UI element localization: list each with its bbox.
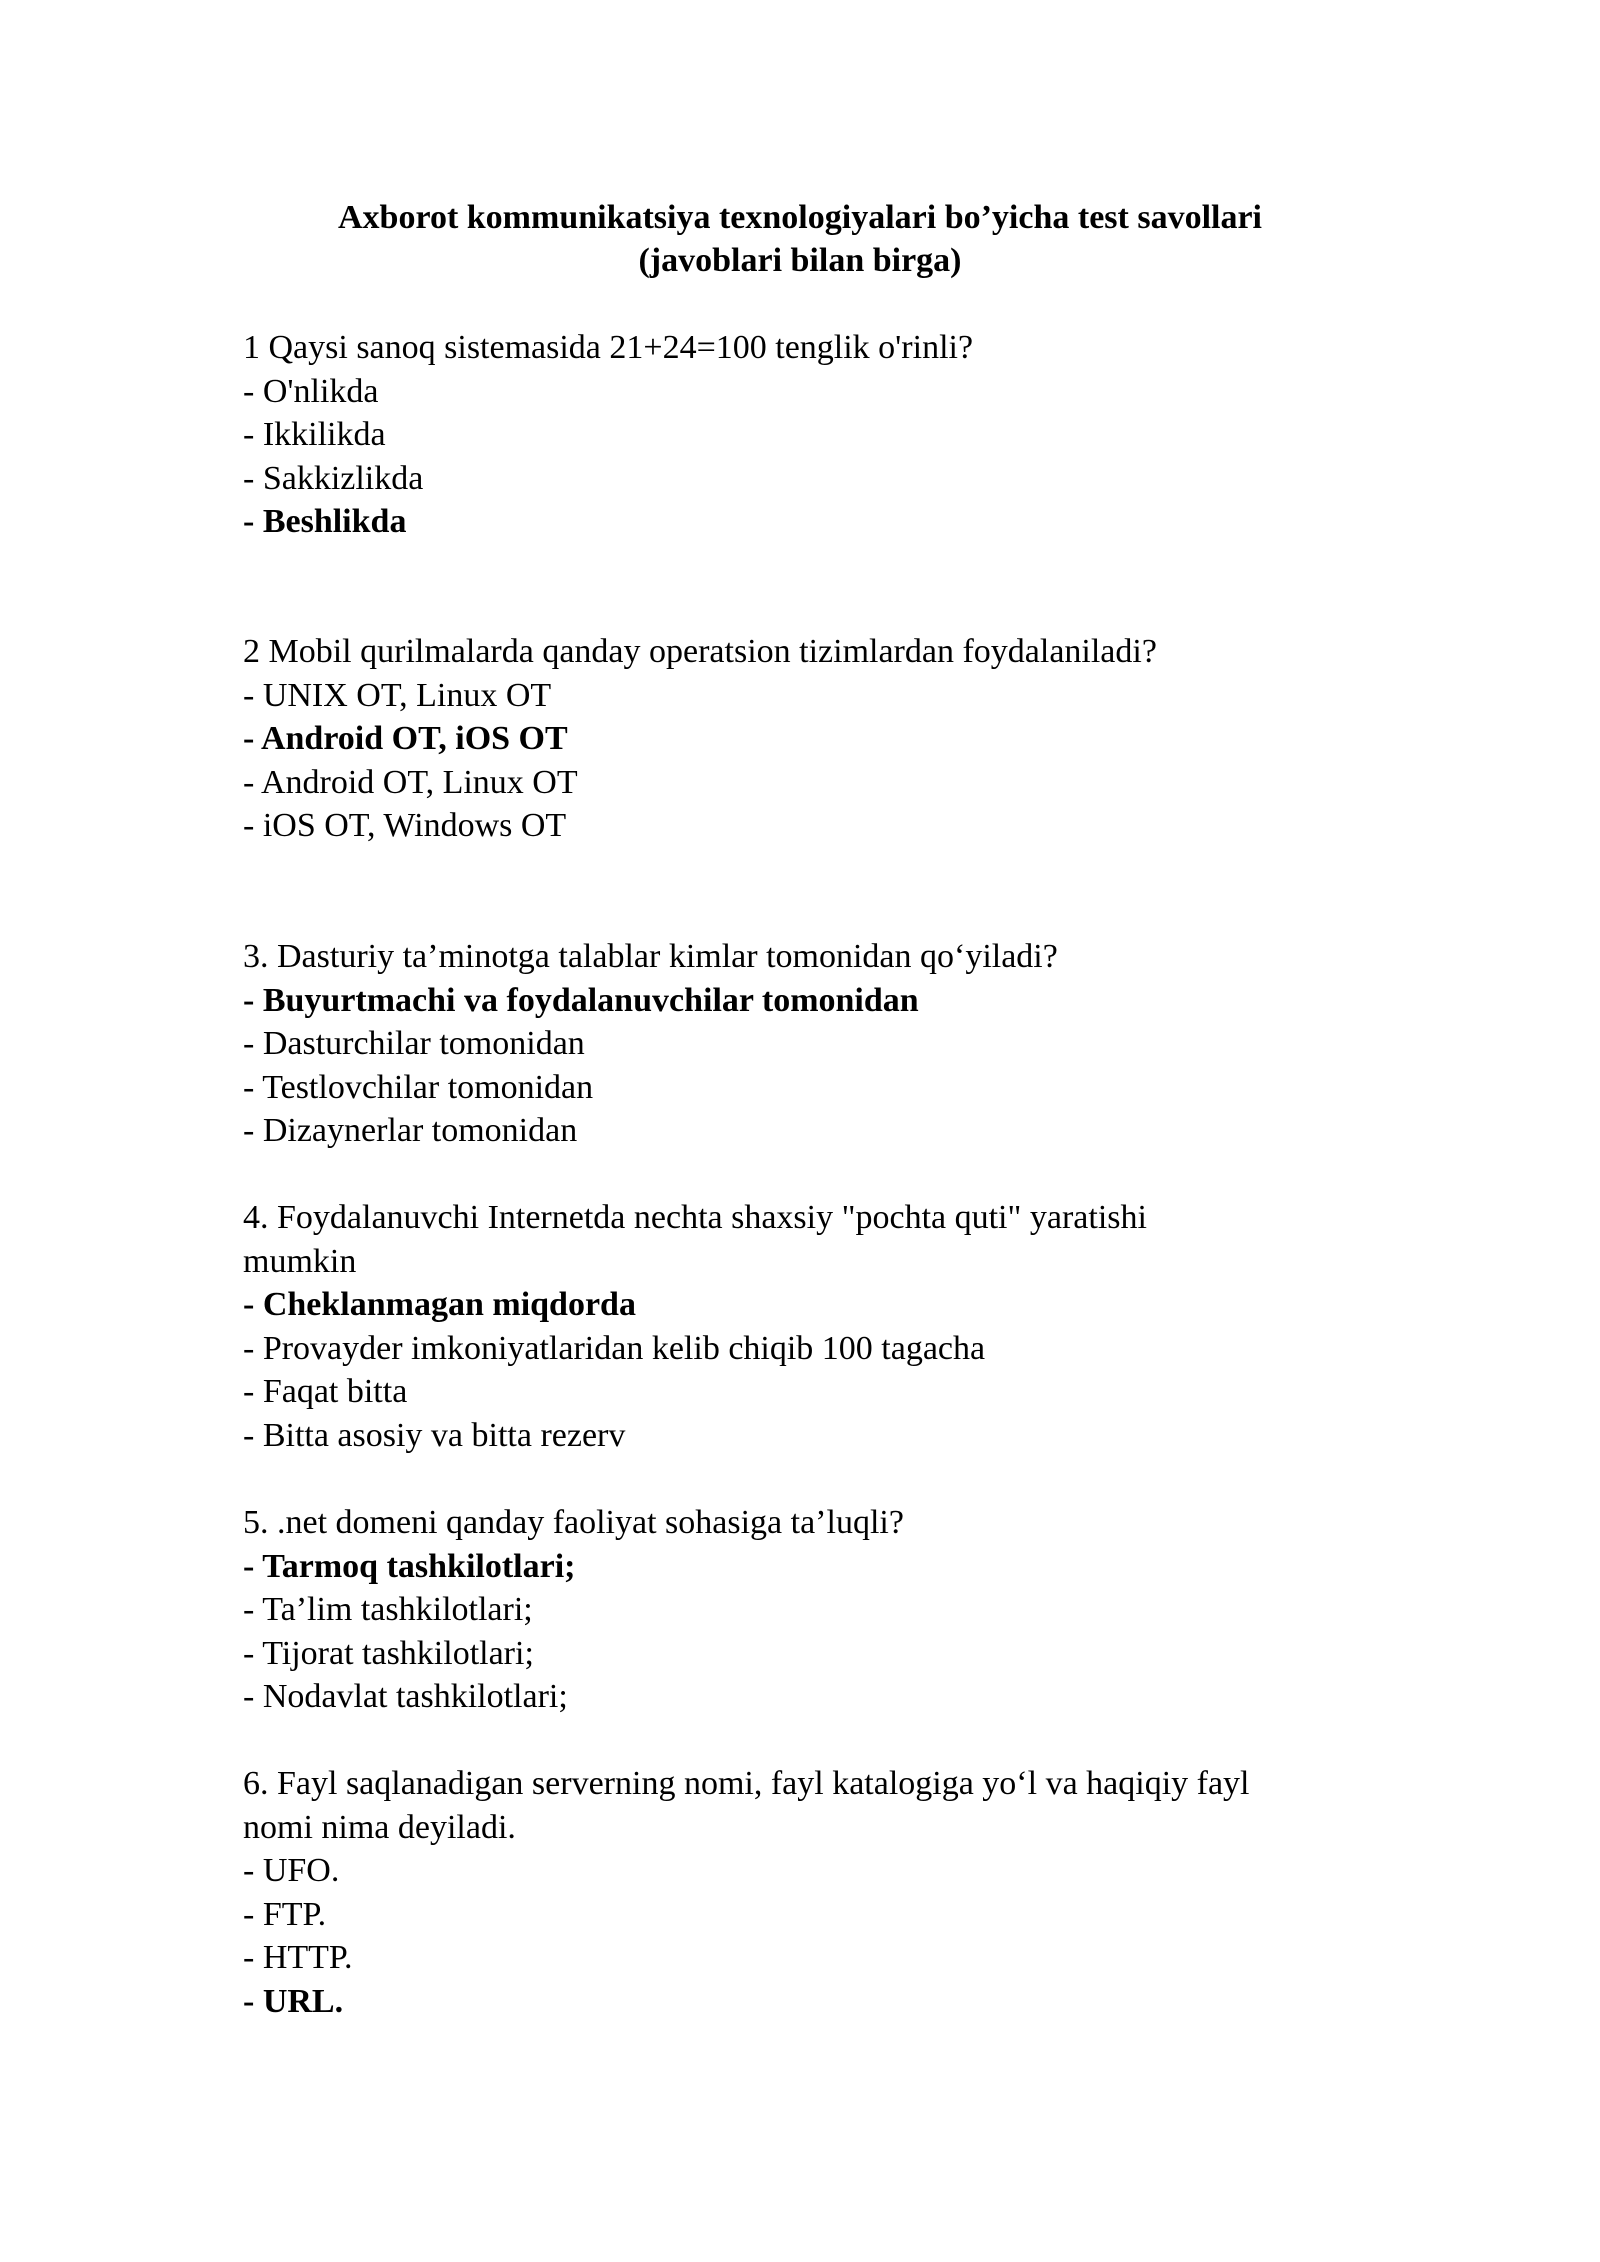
answer-option: - Tijorat tashkilotlari;	[243, 1634, 534, 1672]
answer-option: - Sakkizlikda	[243, 459, 424, 497]
answer-option: - HTTP.	[243, 1939, 353, 1976]
question-text: 1 Qaysi sanoq sistemasida 21+24=100 tenglik o'rinli?	[243, 329, 974, 366]
answer-option: - UNIX OT, Linux OT	[243, 676, 552, 714]
answer-option: - O'nlikda	[243, 372, 379, 410]
question-text: 3. Dasturiy ta’minotga talablar kimlar tomonidan qo‘yiladi?	[243, 938, 1058, 975]
answer-option: - Dizaynerlar tomonidan	[243, 1112, 578, 1149]
question-2	[243, 630, 1443, 848]
question-1	[243, 326, 1443, 544]
correct-answer: - Buyurtmachi va foydalanuvchilar tomonidan	[243, 981, 919, 1019]
answer-option: - Android OT, Linux OT	[243, 763, 578, 801]
question-3	[243, 935, 1443, 1153]
answer-option: - Testlovchilar tomonidan	[243, 1068, 594, 1106]
answer-option: - Bitta asosiy va bitta rezerv	[243, 1416, 626, 1454]
question-text: 4. Foydalanuvchi Internetda nechta shaxsiy "pochta quti" yaratishi	[243, 1199, 1147, 1236]
answer-option: - Nodavlat tashkilotlari;	[243, 1678, 568, 1715]
question-text: 5. .net domeni qanday faoliyat sohasiga ta’luqli?	[243, 1504, 904, 1541]
answer-option: - Ikkilikda	[243, 416, 386, 453]
correct-answer: - Android OT, iOS OT	[243, 720, 568, 757]
correct-answer: - Beshlikda	[243, 503, 407, 540]
answer-option: - Dasturchilar tomonidan	[243, 1025, 585, 1062]
answer-option: - Provayder imkoniyatlaridan kelib chiqib 100 tagacha	[243, 1329, 986, 1367]
question-text-continued: mumkin	[243, 1242, 357, 1280]
question-text-continued: nomi nima deyiladi.	[243, 1808, 516, 1846]
question-5	[243, 1501, 1443, 1719]
question-6	[243, 1762, 1443, 2023]
document-subtitle: (javoblari bilan birga)	[638, 242, 962, 279]
question-4	[243, 1196, 1443, 1457]
answer-option: - Ta’lim tashkilotlari;	[243, 1591, 533, 1628]
question-text: 2 Mobil qurilmalarda qanday operatsion tizimlardan foydalaniladi?	[243, 633, 1157, 670]
correct-answer: - Cheklanmagan miqdorda	[243, 1286, 636, 1323]
answer-option: - FTP.	[243, 1895, 327, 1933]
correct-answer: - Tarmoq tashkilotlari;	[243, 1547, 576, 1585]
document-title: Axborot kommunikatsiya texnologiyalari bo’yicha test savollari	[338, 199, 1262, 236]
question-text: 6. Fayl saqlanadigan serverning nomi, fayl katalogiga yo‘l va haqiqiy fayl	[243, 1765, 1250, 1802]
correct-answer: - URL.	[243, 1982, 344, 2020]
answer-option: - iOS OT, Windows OT	[243, 807, 567, 844]
answer-option: - UFO.	[243, 1852, 340, 1889]
answer-option: - Faqat bitta	[243, 1373, 408, 1410]
